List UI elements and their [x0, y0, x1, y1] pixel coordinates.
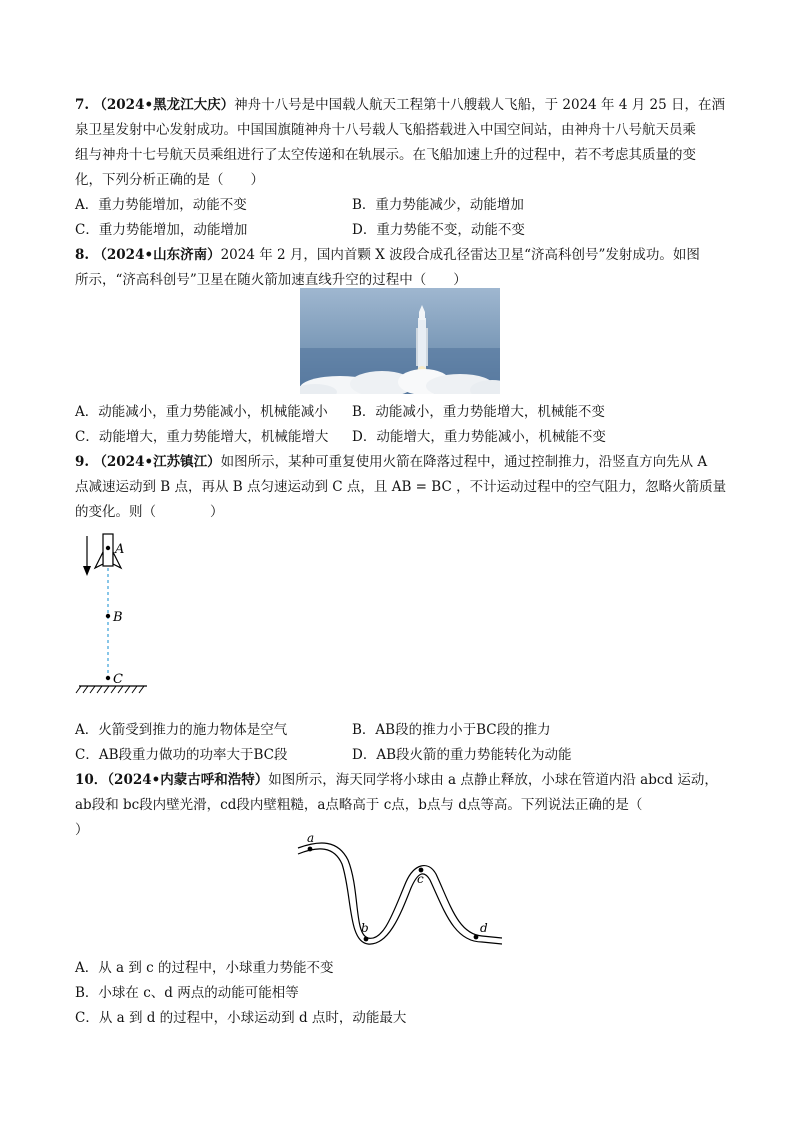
point-c — [106, 676, 110, 680]
q10-number: 10． — [75, 772, 108, 788]
q7-option-d: D．重力势能不变，动能不变 — [352, 222, 525, 238]
q9-line-1 — [75, 452, 707, 472]
q8-line-2: 所示，“济高科创号”卫星在随火箭加速直线升空的过程中（ ） — [75, 272, 467, 288]
rocket-descent-diagram — [75, 528, 175, 708]
q10-option-c: C．从 a 到 d 的过程中，小球运动到 d 点时，动能最大 — [75, 1010, 407, 1026]
ground-hatching — [76, 686, 144, 693]
q10-line-1 — [75, 770, 718, 790]
q7-option-c: C．重力势能增加，动能增加 — [75, 222, 248, 238]
q7-number: 7. — [75, 97, 90, 113]
q8-line-1 — [75, 245, 700, 265]
q7-line-4: 化，下列分析正确的是（ ） — [75, 172, 264, 188]
downward-arrow-head — [83, 566, 91, 576]
q8-number: 8. — [75, 247, 90, 263]
q10-option-a: A．从 a 到 c 的过程中，小球重力势能不变 — [75, 960, 334, 976]
point-d — [474, 935, 479, 940]
label-c: C — [113, 672, 123, 687]
q7-option-b: B．重力势能减少，动能增加 — [352, 197, 524, 213]
label-a: A — [115, 542, 125, 557]
tube-track-diagram — [290, 830, 510, 948]
q10-option-b: B．小球在 c、d 两点的动能可能相等 — [75, 985, 299, 1001]
q10-line-3: ） — [75, 822, 89, 838]
q9-line-2: 点减速运动到 B 点，再从 B 点匀速运动到 C 点，且 AB = BC ，不计运动过程中的空气阻力，忽略火箭质量 — [75, 479, 727, 495]
q8-option-d: D．动能增大，重力势能减小，机械能不变 — [352, 429, 606, 445]
q9-text-1: 如图所示，某种可重复使用火箭在降落过程中，通过控制推力，沿竖直方向先从 A — [220, 454, 708, 470]
q9-source: （2024•江苏镇江） — [93, 454, 221, 470]
q8-option-b: B．动能减小，重力势能增大，机械能不变 — [352, 404, 605, 420]
q10-source: （2024•内蒙古呼和浩特） — [107, 772, 269, 788]
label-a: a — [307, 831, 315, 845]
point-b — [364, 937, 369, 942]
q10-text-1: 如图所示，海天同学将小球由 a 点静止释放，小球在管道内沿 abcd 运动， — [268, 772, 718, 788]
q9-option-c: C．AB段重力做功的功率大于BC段 — [75, 747, 288, 763]
q10-line-2: ab段和 bc段内壁光滑，cd段内壁粗糙，a点略高于 c点，b点与 d点等高。下列说法正确的是（ — [75, 797, 643, 813]
point-a — [308, 847, 313, 852]
q8-text-1: 2024 年 2 月，国内首颗 X 波段合成孔径雷达卫星“济高科创号”发射成功。如图 — [220, 247, 700, 263]
label-b: b — [361, 921, 369, 935]
q7-option-a: A．重力势能增加，动能不变 — [75, 197, 247, 213]
q8-option-a: A．动能减小，重力势能减小，机械能减小 — [75, 404, 328, 420]
label-d: d — [480, 921, 488, 935]
q9-number: 9. — [75, 454, 90, 470]
q7-line-3: 组与神舟十七号航天员乘组进行了太空传递和在轨展示。在飞船加速上升的过程中，若不考虑其质量的变 — [75, 147, 696, 163]
tube-outer-wall — [298, 843, 502, 938]
q9-line-3: 的变化。则（ ） — [75, 504, 224, 520]
q7-source: （2024•黑龙江大庆） — [93, 97, 235, 113]
q9-option-b: B．AB段的推力小于BC段的推力 — [352, 722, 551, 738]
q7-line-1 — [75, 95, 725, 115]
q8-option-c: C．动能增大，重力势能增大，机械能增大 — [75, 429, 329, 445]
q9-option-d: D．AB段火箭的重力势能转化为动能 — [352, 747, 572, 763]
point-a — [106, 546, 110, 550]
q7-text-1: 神舟十八号是中国载人航天工程第十八艘载人飞船，于 2024 年 4 月 25 日，在酒 — [234, 97, 725, 113]
point-b — [106, 614, 110, 618]
label-b: B — [113, 610, 123, 625]
rocket-launch-photo — [300, 288, 500, 394]
rocket-left-fin — [95, 552, 103, 568]
q9-option-a: A．火箭受到推力的施力物体是空气 — [75, 722, 288, 738]
q7-line-2: 泉卫星发射中心发射成功。中国国旗随神舟十八号载人飞船搭载进入中国空间站，由神舟十八号航天员乘 — [75, 122, 696, 138]
q8-source: （2024•山东济南） — [93, 247, 221, 263]
label-c: c — [417, 872, 424, 886]
